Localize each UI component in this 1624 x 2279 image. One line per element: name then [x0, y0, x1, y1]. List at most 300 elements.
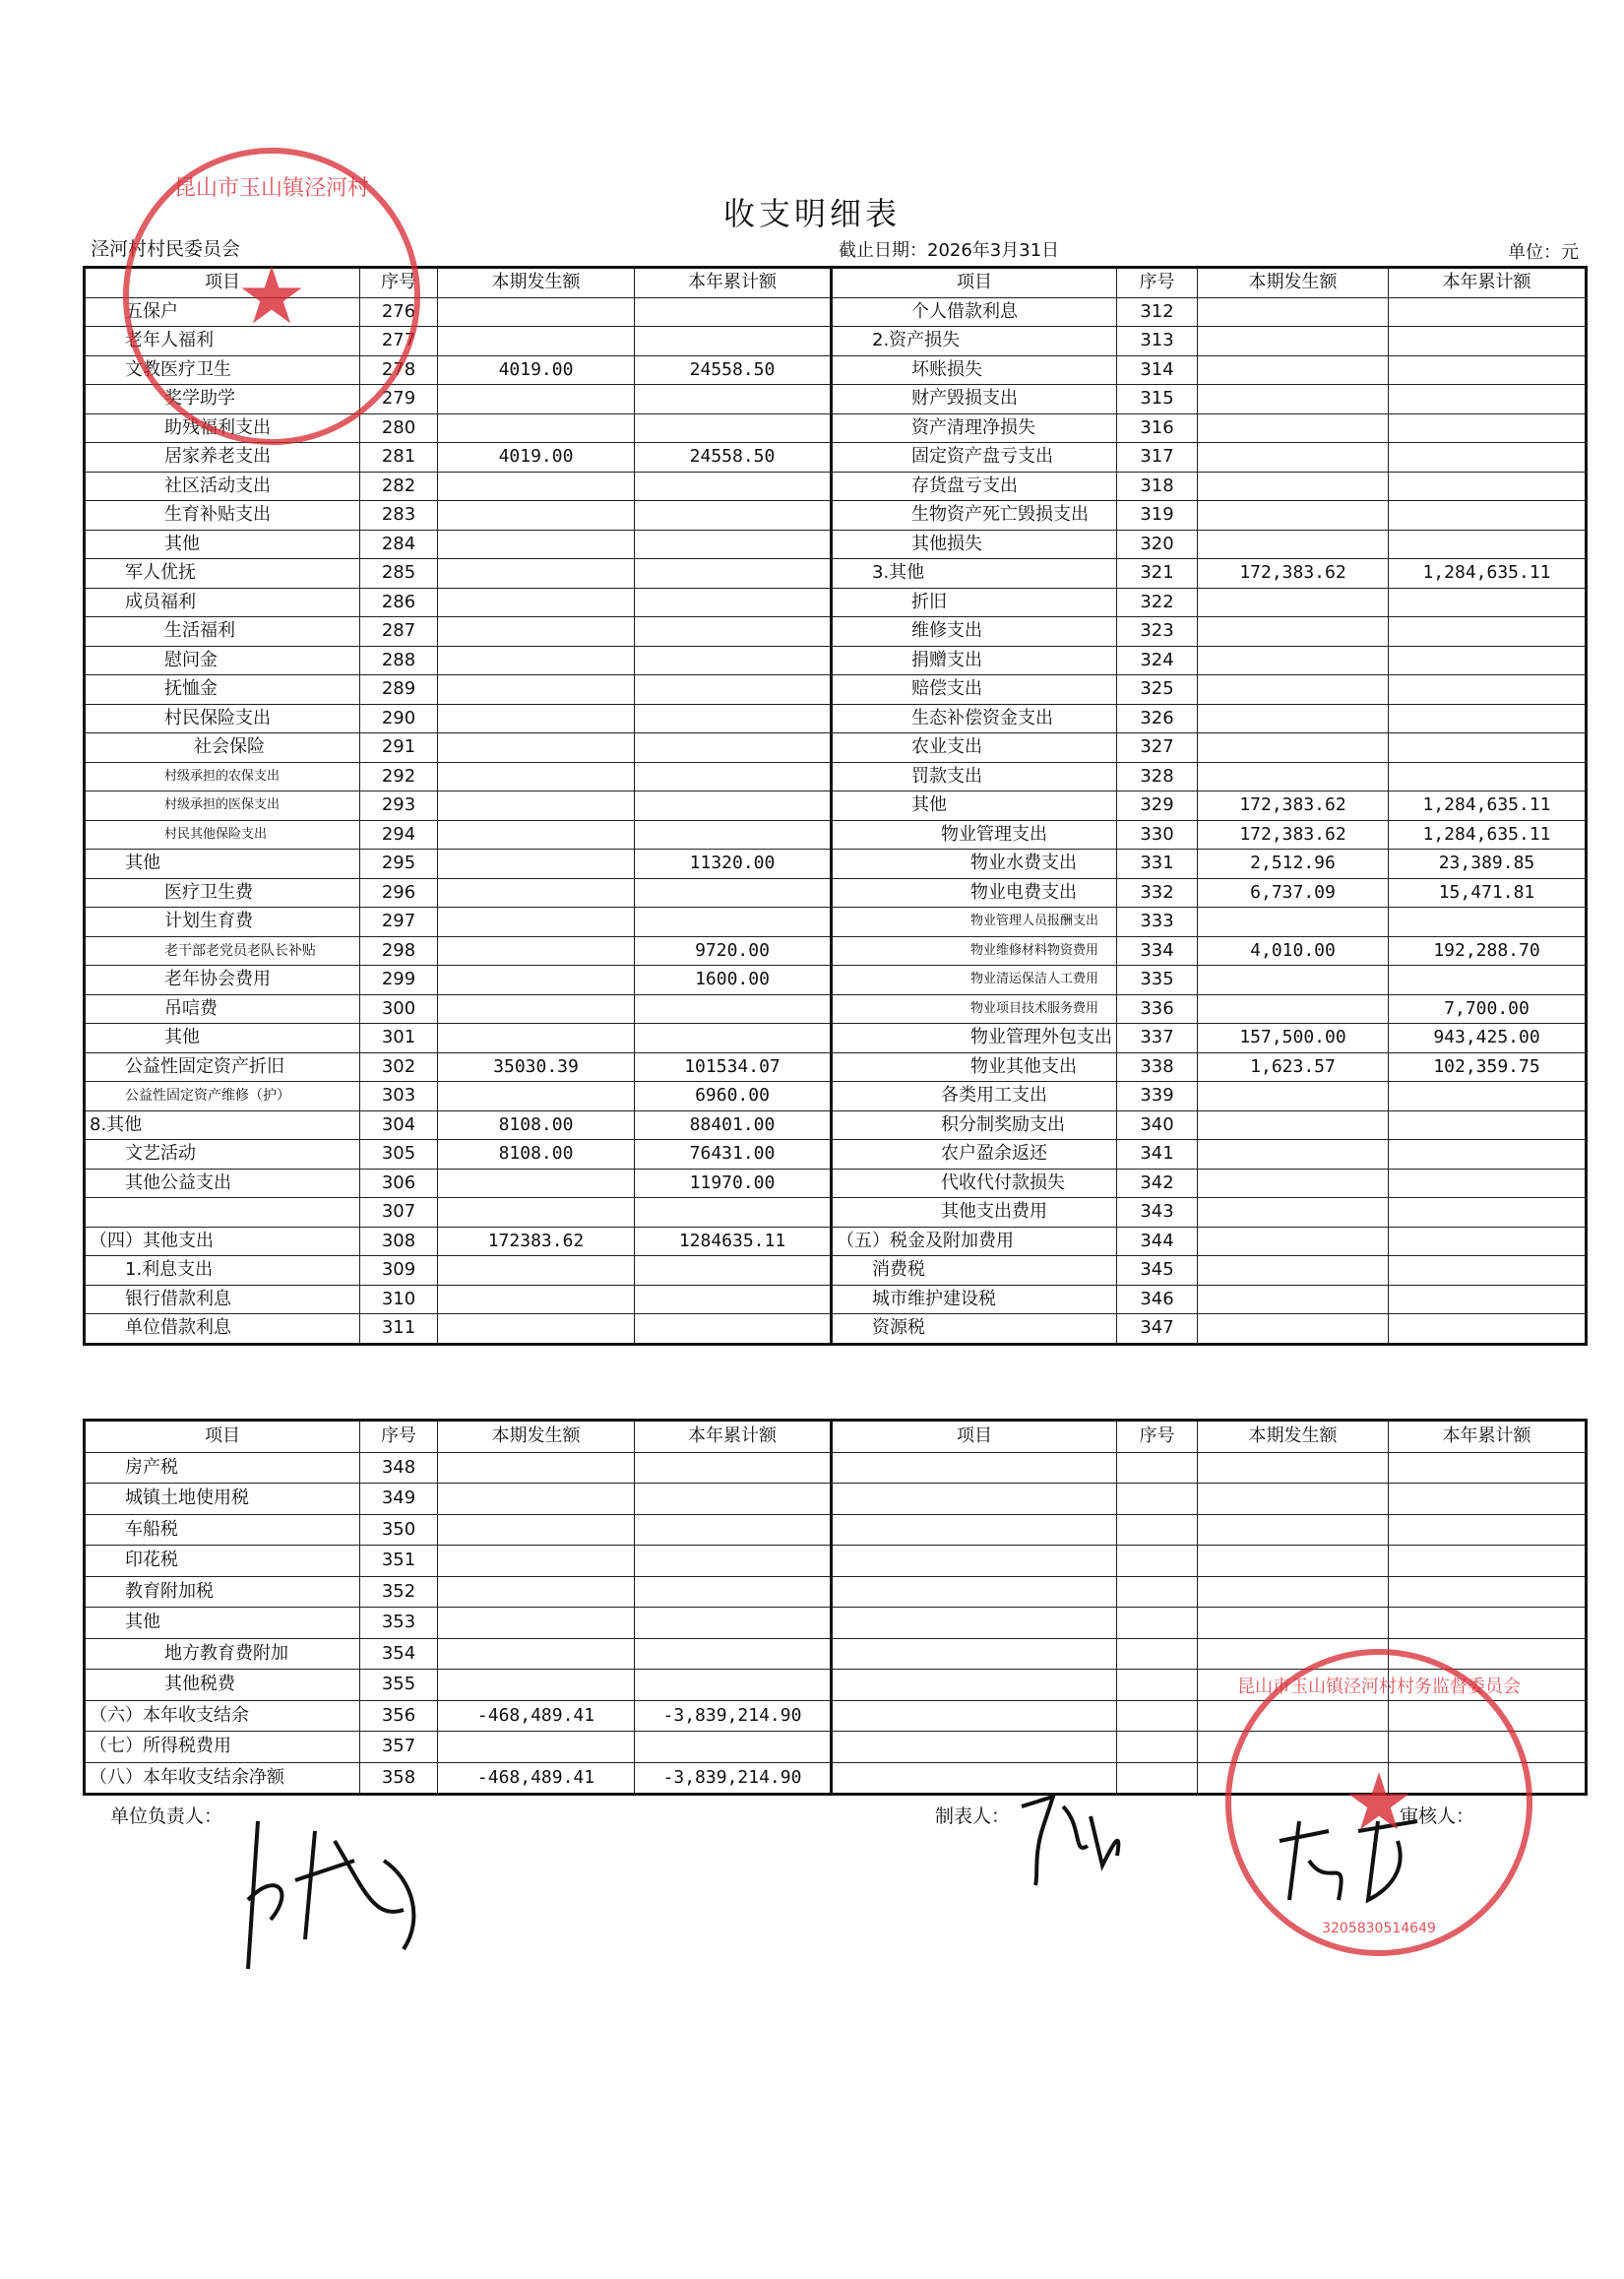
- serial-number-cell: 304: [360, 1110, 438, 1140]
- column-header: 本年累计额: [1389, 268, 1587, 298]
- current-amount-cell: 2,512.96: [1198, 850, 1389, 879]
- current-amount-cell: [438, 1638, 635, 1670]
- serial-number-cell: 351: [360, 1546, 438, 1577]
- table-row: [85, 878, 1587, 908]
- table-row: [85, 617, 1587, 647]
- item-name-cell: 慰问金: [85, 646, 360, 675]
- serial-number-cell: 322: [1117, 588, 1198, 617]
- ytd-amount-cell: [1389, 1452, 1587, 1484]
- current-amount-cell: [438, 472, 635, 501]
- ytd-amount-cell: [1389, 472, 1587, 501]
- ytd-amount-cell: 101534.07: [635, 1052, 832, 1082]
- ytd-amount-cell: 192,288.70: [1389, 936, 1587, 966]
- current-amount-cell: [438, 1546, 635, 1577]
- column-header: 序号: [1117, 1421, 1198, 1453]
- item-name-cell: 固定资产盘亏支出: [832, 443, 1117, 473]
- ytd-amount-cell: [1389, 1514, 1587, 1546]
- serial-number-cell: 306: [360, 1169, 438, 1198]
- ytd-amount-cell: 1,284,635.11: [1389, 820, 1587, 850]
- item-name-cell: 生育补贴支出: [85, 501, 360, 531]
- ytd-amount-cell: [1389, 1082, 1587, 1111]
- ytd-amount-cell: 1600.00: [635, 966, 832, 995]
- ytd-amount-cell: [1389, 530, 1587, 559]
- item-name-cell: （六）本年收支结余: [85, 1700, 360, 1732]
- table-row: [85, 1762, 1587, 1795]
- serial-number-cell: 286: [360, 588, 438, 617]
- column-header: 本期发生额: [438, 268, 635, 298]
- serial-number-cell: 321: [1117, 559, 1198, 589]
- ytd-amount-cell: [1389, 1484, 1587, 1515]
- ytd-amount-cell: [1389, 617, 1587, 647]
- current-amount-cell: [438, 1314, 635, 1345]
- current-amount-cell: [438, 1732, 635, 1763]
- current-amount-cell: 172383.62: [438, 1227, 635, 1256]
- serial-number-cell: 318: [1117, 472, 1198, 501]
- serial-number-cell: 284: [360, 530, 438, 559]
- preparer-signature: [1014, 1787, 1132, 1895]
- serial-number-cell: 339: [1117, 1082, 1198, 1111]
- ytd-amount-cell: 1,284,635.11: [1389, 791, 1587, 821]
- serial-number-cell: 320: [1117, 530, 1198, 559]
- serial-number-cell: 298: [360, 936, 438, 966]
- ytd-amount-cell: [1389, 908, 1587, 937]
- table-row: [85, 501, 1587, 531]
- item-name-cell: 物业管理外包支出: [832, 1024, 1117, 1053]
- serial-number-cell: 348: [360, 1452, 438, 1484]
- table-row: [85, 385, 1587, 414]
- serial-number-cell: 311: [360, 1314, 438, 1345]
- serial-number-cell: 276: [360, 297, 438, 327]
- serial-number-cell: 289: [360, 675, 438, 705]
- table-row: [85, 820, 1587, 850]
- table-row: [85, 1198, 1587, 1228]
- ytd-amount-cell: [1389, 588, 1587, 617]
- serial-number-cell: 305: [360, 1140, 438, 1170]
- current-amount-cell: [438, 588, 635, 617]
- current-amount-cell: 4019.00: [438, 355, 635, 385]
- current-amount-cell: [1198, 704, 1389, 733]
- item-name-cell: 3.其他: [832, 559, 1117, 589]
- current-amount-cell: [1198, 472, 1389, 501]
- current-amount-cell: [438, 646, 635, 675]
- current-amount-cell: [1198, 1227, 1389, 1256]
- ytd-amount-cell: 15,471.81: [1389, 878, 1587, 908]
- table-row: [85, 297, 1587, 327]
- table-row: [85, 1052, 1587, 1082]
- ytd-amount-cell: 88401.00: [635, 1110, 832, 1140]
- table-row: [85, 1110, 1587, 1140]
- serial-number-cell: 288: [360, 646, 438, 675]
- table-row: [85, 530, 1587, 559]
- item-name-cell: 五保户: [85, 297, 360, 327]
- current-amount-cell: [1198, 530, 1389, 559]
- ytd-amount-cell: -3,839,214.90: [635, 1762, 832, 1795]
- serial-number-cell: 338: [1117, 1052, 1198, 1082]
- ytd-amount-cell: [1389, 501, 1587, 531]
- current-amount-cell: [438, 327, 635, 356]
- ytd-amount-cell: 1,284,635.11: [1389, 559, 1587, 589]
- serial-number-cell: 294: [360, 820, 438, 850]
- serial-number-cell: 283: [360, 501, 438, 531]
- ytd-amount-cell: [635, 559, 832, 589]
- item-name-cell: [85, 1198, 360, 1228]
- report-date: 截止日期：2026年3月31日: [839, 240, 1060, 261]
- current-amount-cell: [438, 878, 635, 908]
- ytd-amount-cell: [1389, 1256, 1587, 1286]
- table-row: [85, 936, 1587, 966]
- leader-signature: [236, 1802, 453, 1979]
- current-amount-cell: [438, 936, 635, 966]
- current-amount-cell: 1,623.57: [1198, 1052, 1389, 1082]
- column-header: 本年累计额: [1389, 1421, 1587, 1453]
- current-amount-cell: [1198, 1082, 1389, 1111]
- column-header: 序号: [360, 1421, 438, 1453]
- ytd-amount-cell: [635, 1576, 832, 1608]
- serial-number-cell: 356: [360, 1700, 438, 1732]
- current-amount-cell: [1198, 1198, 1389, 1228]
- ytd-amount-cell: [635, 1452, 832, 1484]
- ytd-amount-cell: [635, 1285, 832, 1314]
- item-name-cell: 村级承担的医保支出: [85, 791, 360, 821]
- current-amount-cell: [1198, 1638, 1389, 1670]
- table-row: [85, 791, 1587, 821]
- current-amount-cell: [1198, 1670, 1389, 1701]
- current-amount-cell: [1198, 1314, 1389, 1345]
- current-amount-cell: 172,383.62: [1198, 820, 1389, 850]
- serial-number-cell: 357: [360, 1732, 438, 1763]
- item-name-cell: 物业水费支出: [832, 850, 1117, 879]
- current-amount-cell: [438, 791, 635, 821]
- item-name-cell: 农业支出: [832, 733, 1117, 763]
- item-name-cell: 奖学助学: [85, 385, 360, 414]
- current-amount-cell: [1198, 1285, 1389, 1314]
- item-name-cell: 物业维修材料物资费用: [832, 936, 1117, 966]
- serial-number-cell: 341: [1117, 1140, 1198, 1170]
- ytd-amount-cell: [635, 1732, 832, 1763]
- table-row: [85, 559, 1587, 589]
- item-name-cell: [832, 1484, 1117, 1515]
- table-row: [85, 1227, 1587, 1256]
- table-row: [85, 1314, 1587, 1345]
- serial-number-cell: 358: [360, 1762, 438, 1795]
- item-name-cell: [832, 1638, 1117, 1670]
- serial-number-cell: 347: [1117, 1314, 1198, 1345]
- ytd-amount-cell: [1389, 1700, 1587, 1732]
- ytd-amount-cell: [635, 704, 832, 733]
- ytd-amount-cell: [635, 1314, 832, 1345]
- serial-number-cell: 279: [360, 385, 438, 414]
- ytd-amount-cell: [635, 994, 832, 1024]
- serial-number-cell: 307: [360, 1198, 438, 1228]
- serial-number-cell: [1117, 1546, 1198, 1577]
- column-header: 本年累计额: [635, 1421, 832, 1453]
- ytd-amount-cell: [1389, 733, 1587, 763]
- item-name-cell: 1.利息支出: [85, 1256, 360, 1286]
- serial-number-cell: 353: [360, 1608, 438, 1639]
- ytd-amount-cell: [635, 878, 832, 908]
- item-name-cell: 银行借款利息: [85, 1285, 360, 1314]
- serial-number-cell: 324: [1117, 646, 1198, 675]
- serial-number-cell: 329: [1117, 791, 1198, 821]
- table-row: [85, 675, 1587, 705]
- ytd-amount-cell: [1389, 1576, 1587, 1608]
- serial-number-cell: 282: [360, 472, 438, 501]
- current-amount-cell: [438, 1484, 635, 1515]
- current-amount-cell: [438, 994, 635, 1024]
- table-row: [85, 588, 1587, 617]
- ytd-amount-cell: [1389, 646, 1587, 675]
- current-amount-cell: [1198, 1169, 1389, 1198]
- item-name-cell: 物业管理人员报酬支出: [832, 908, 1117, 937]
- item-name-cell: 存货盘亏支出: [832, 472, 1117, 501]
- serial-number-cell: 303: [360, 1082, 438, 1111]
- seal-text: 昆山市玉山镇泾河村村务监督委员会: [1237, 1677, 1521, 1697]
- item-name-cell: 其他: [832, 791, 1117, 821]
- detail-table-lower: [83, 1419, 1588, 1796]
- serial-number-cell: 345: [1117, 1256, 1198, 1286]
- current-amount-cell: [438, 762, 635, 791]
- ytd-amount-cell: 11970.00: [635, 1169, 832, 1198]
- table-row: [85, 646, 1587, 675]
- seal-code: 3205830514649: [1322, 1921, 1436, 1936]
- current-amount-cell: [1198, 1140, 1389, 1170]
- serial-number-cell: 287: [360, 617, 438, 647]
- item-name-cell: 生物资产死亡毁损支出: [832, 501, 1117, 531]
- item-name-cell: 生活福利: [85, 617, 360, 647]
- table-row: [85, 1082, 1587, 1111]
- ytd-amount-cell: [1389, 327, 1587, 356]
- ytd-amount-cell: [635, 762, 832, 791]
- ytd-amount-cell: [635, 908, 832, 937]
- serial-number-cell: 300: [360, 994, 438, 1024]
- serial-number-cell: 313: [1117, 327, 1198, 356]
- serial-number-cell: 277: [360, 327, 438, 356]
- column-header: 序号: [1117, 268, 1198, 298]
- item-name-cell: 捐赠支出: [832, 646, 1117, 675]
- table-row: [85, 704, 1587, 733]
- current-amount-cell: [438, 1198, 635, 1228]
- current-amount-cell: [1198, 385, 1389, 414]
- item-name-cell: [832, 1732, 1117, 1763]
- item-name-cell: 资源税: [832, 1314, 1117, 1345]
- table-row: [85, 908, 1587, 937]
- current-amount-cell: [1198, 994, 1389, 1024]
- ytd-amount-cell: [635, 1024, 832, 1053]
- ytd-amount-cell: 11320.00: [635, 850, 832, 879]
- ytd-amount-cell: [1389, 1314, 1587, 1345]
- current-amount-cell: [1198, 501, 1389, 531]
- serial-number-cell: 316: [1117, 413, 1198, 443]
- item-name-cell: [832, 1576, 1117, 1608]
- current-amount-cell: [438, 530, 635, 559]
- current-amount-cell: [438, 501, 635, 531]
- current-amount-cell: [1198, 1700, 1389, 1732]
- column-header: 项目: [832, 1421, 1117, 1453]
- column-header: 本期发生额: [1198, 1421, 1389, 1453]
- serial-number-cell: 278: [360, 355, 438, 385]
- item-name-cell: 其他: [85, 850, 360, 879]
- current-amount-cell: [1198, 1762, 1389, 1795]
- ytd-amount-cell: [635, 1670, 832, 1701]
- current-amount-cell: 8108.00: [438, 1110, 635, 1140]
- item-name-cell: 社区活动支出: [85, 472, 360, 501]
- current-amount-cell: [438, 297, 635, 327]
- item-name-cell: 其他: [85, 1608, 360, 1639]
- item-name-cell: [832, 1700, 1117, 1732]
- table-row: [85, 1700, 1587, 1732]
- ytd-amount-cell: [635, 1638, 832, 1670]
- serial-number-cell: 328: [1117, 762, 1198, 791]
- current-amount-cell: [438, 675, 635, 705]
- ytd-amount-cell: [1389, 1608, 1587, 1639]
- serial-number-cell: [1117, 1514, 1198, 1546]
- current-amount-cell: [438, 850, 635, 879]
- serial-number-cell: 352: [360, 1576, 438, 1608]
- item-name-cell: 房产税: [85, 1452, 360, 1484]
- table-row: [85, 1285, 1587, 1314]
- serial-number-cell: 332: [1117, 878, 1198, 908]
- current-amount-cell: [438, 1514, 635, 1546]
- column-header: 项目: [85, 1421, 360, 1453]
- table-row: [85, 733, 1587, 763]
- item-name-cell: 物业清运保洁人工费用: [832, 966, 1117, 995]
- page-title: 收支明细表: [722, 195, 901, 232]
- item-name-cell: 居家养老支出: [85, 443, 360, 473]
- current-amount-cell: [438, 733, 635, 763]
- current-amount-cell: 6,737.09: [1198, 878, 1389, 908]
- current-amount-cell: [438, 413, 635, 443]
- column-header: 项目: [832, 268, 1117, 298]
- ytd-amount-cell: [635, 1546, 832, 1577]
- current-amount-cell: 8108.00: [438, 1140, 635, 1170]
- ytd-amount-cell: [635, 1484, 832, 1515]
- current-amount-cell: [438, 385, 635, 414]
- item-name-cell: 单位借款利息: [85, 1314, 360, 1345]
- item-name-cell: 其他: [85, 1024, 360, 1053]
- current-amount-cell: [1198, 646, 1389, 675]
- serial-number-cell: 299: [360, 966, 438, 995]
- serial-number-cell: 335: [1117, 966, 1198, 995]
- current-amount-cell: [438, 966, 635, 995]
- item-name-cell: 村级承担的农保支出: [85, 762, 360, 791]
- ytd-amount-cell: [635, 1514, 832, 1546]
- serial-number-cell: 330: [1117, 820, 1198, 850]
- ytd-amount-cell: [1389, 443, 1587, 473]
- item-name-cell: 2.资产损失: [832, 327, 1117, 356]
- item-name-cell: 村民保险支出: [85, 704, 360, 733]
- current-amount-cell: [438, 617, 635, 647]
- item-name-cell: 公益性固定资产折旧: [85, 1052, 360, 1082]
- serial-number-cell: 301: [360, 1024, 438, 1053]
- item-name-cell: （八）本年收支结余净额: [85, 1762, 360, 1795]
- current-amount-cell: [1198, 617, 1389, 647]
- serial-number-cell: 285: [360, 559, 438, 589]
- item-name-cell: 地方教育费附加: [85, 1638, 360, 1670]
- serial-number-cell: [1117, 1576, 1198, 1608]
- ytd-amount-cell: [635, 530, 832, 559]
- serial-number-cell: 350: [360, 1514, 438, 1546]
- item-name-cell: 其他损失: [832, 530, 1117, 559]
- item-name-cell: 其他支出费用: [832, 1198, 1117, 1228]
- serial-number-cell: [1117, 1732, 1198, 1763]
- ytd-amount-cell: [1389, 1638, 1587, 1670]
- current-amount-cell: [1198, 733, 1389, 763]
- ytd-amount-cell: [1389, 1762, 1587, 1795]
- ytd-amount-cell: [1389, 762, 1587, 791]
- table-row: [85, 472, 1587, 501]
- table-row: [85, 1638, 1587, 1670]
- ytd-amount-cell: [635, 733, 832, 763]
- current-amount-cell: [1198, 1608, 1389, 1639]
- column-header: 本期发生额: [1198, 268, 1389, 298]
- item-name-cell: 积分制奖励支出: [832, 1110, 1117, 1140]
- leader-label: 单位负责人：: [110, 1805, 223, 1827]
- item-name-cell: 军人优抚: [85, 559, 360, 589]
- item-name-cell: 物业项目技术服务费用: [832, 994, 1117, 1024]
- table-row: [85, 762, 1587, 791]
- current-amount-cell: 35030.39: [438, 1052, 635, 1082]
- item-name-cell: [832, 1670, 1117, 1701]
- ytd-amount-cell: 9720.00: [635, 936, 832, 966]
- column-header: 本年累计额: [635, 268, 832, 298]
- ytd-amount-cell: [1389, 297, 1587, 327]
- ytd-amount-cell: 7,700.00: [1389, 994, 1587, 1024]
- serial-number-cell: 281: [360, 443, 438, 473]
- current-amount-cell: [1198, 966, 1389, 995]
- reviewer-signature: [1270, 1802, 1427, 1910]
- item-name-cell: 老年协会费用: [85, 966, 360, 995]
- item-name-cell: 代收代付款损失: [832, 1169, 1117, 1198]
- item-name-cell: （四）其他支出: [85, 1227, 360, 1256]
- serial-number-cell: 333: [1117, 908, 1198, 937]
- table-row: [85, 355, 1587, 385]
- current-amount-cell: [438, 908, 635, 937]
- serial-number-cell: 295: [360, 850, 438, 879]
- item-name-cell: [832, 1452, 1117, 1484]
- ytd-amount-cell: [635, 501, 832, 531]
- current-amount-cell: -468,489.41: [438, 1700, 635, 1732]
- ytd-amount-cell: [635, 791, 832, 821]
- serial-number-cell: 325: [1117, 675, 1198, 705]
- serial-number-cell: 334: [1117, 936, 1198, 966]
- current-amount-cell: [438, 820, 635, 850]
- item-name-cell: 物业管理支出: [832, 820, 1117, 850]
- serial-number-cell: 314: [1117, 355, 1198, 385]
- serial-number-cell: 292: [360, 762, 438, 791]
- serial-number-cell: 309: [360, 1256, 438, 1286]
- current-amount-cell: [438, 704, 635, 733]
- item-name-cell: 村民其他保险支出: [85, 820, 360, 850]
- ytd-amount-cell: [635, 297, 832, 327]
- serial-number-cell: 291: [360, 733, 438, 763]
- current-amount-cell: [1198, 1576, 1389, 1608]
- item-name-cell: 物业其他支出: [832, 1052, 1117, 1082]
- item-name-cell: 其他公益支出: [85, 1169, 360, 1198]
- item-name-cell: 其他税费: [85, 1670, 360, 1701]
- ytd-amount-cell: [1389, 704, 1587, 733]
- ytd-amount-cell: [1389, 1140, 1587, 1170]
- serial-number-cell: 293: [360, 791, 438, 821]
- item-name-cell: [832, 1514, 1117, 1546]
- table-row: [85, 994, 1587, 1024]
- item-name-cell: 生态补偿资金支出: [832, 704, 1117, 733]
- current-amount-cell: [1198, 762, 1389, 791]
- serial-number-cell: 312: [1117, 297, 1198, 327]
- item-name-cell: 坏账损失: [832, 355, 1117, 385]
- column-header: 序号: [360, 268, 438, 298]
- table-row: [85, 1169, 1587, 1198]
- serial-number-cell: 280: [360, 413, 438, 443]
